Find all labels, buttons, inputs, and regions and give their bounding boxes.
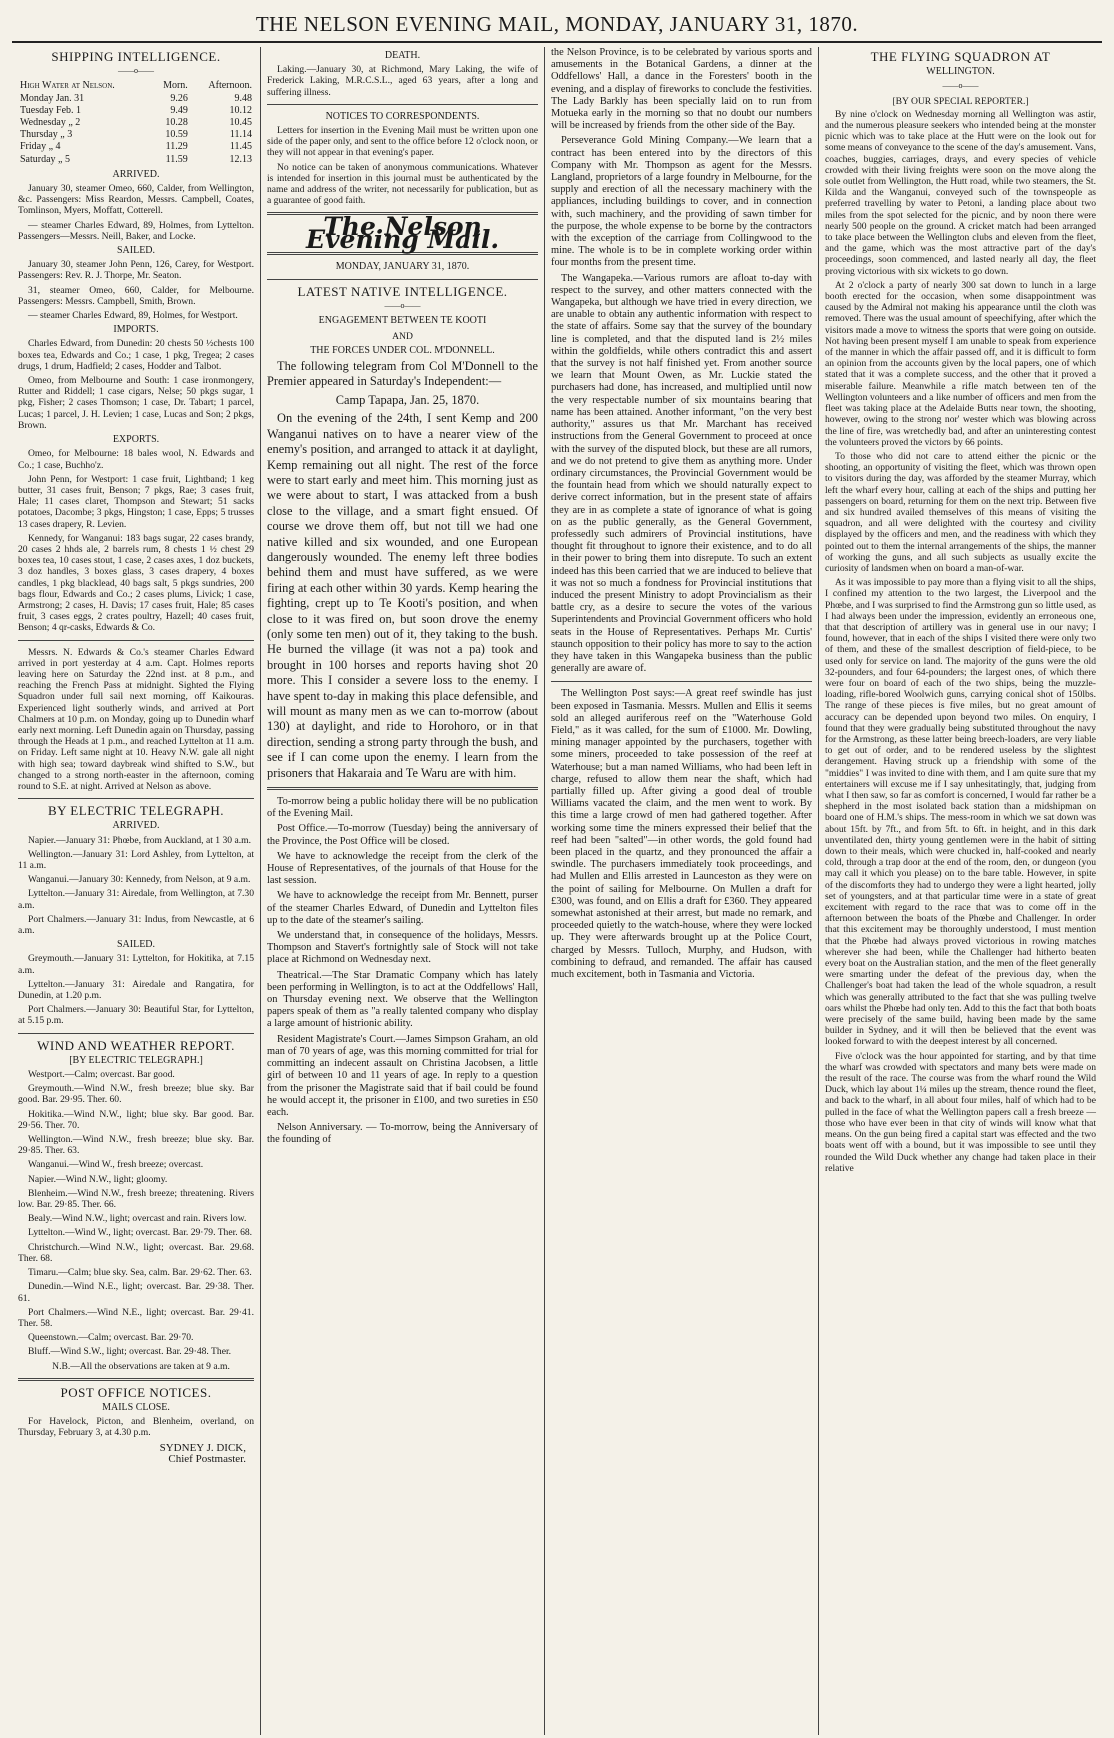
local-paragraph: We understand that, in consequence of the holidays, Messrs. Thompson and Stavert's fortnightly sale of Stock will not take place at Richmond on Wednesday next. — [267, 930, 538, 966]
column-2: DEATH. Laking.—January 30, at Richmond, Mary Laking, the wife of Frederick Laking, M.R.C.S.L., aged 63 years, after a long and suffering illness. NOTICES TO CORRESPONDENTS. Letters for insertion in the Evening Mail must be written upon one side of the paper only, and sent to the office before 12 o'clock noon, or they will not appear in that evening's paper. No notice can be taken of anonymous communications. Whatever is intended for insertion in this journal must be authenticated by the name and address of the writer, not necessarily for publication, but as a guarantee of good faith. The Nelson Evening Mail. MONDAY, JANUARY 31, 1870. LATEST NATIVE INTELLIGENCE. ——o—— ENGAGEMENT BETWEEN TE KOOTI AND THE FORCES UNDER COL. M'DONNELL. The following telegram from Col M'Donnell to the Premier appeared in Saturday's Independent:— Camp Tapapa, Jan. 25, 1870. On the evening of the 24th, I sent Kemp and 200 Wanganui natives on to have a nearer view of the enemy's position, and arranged to attack it at daylight, Kemp remaining out all night. The rest of the force were to start early and meet him. This morning just as we were about to start, I was attacked from a bush close to the village, and a smart fight ensued. Of course we drove them off, but not till we had one native killed and six wounded, and one European dangerously wounded. The enemy left three bodies behind them and must have suffered, as we were firing at each other within 30 yards. Kemp hearing the fighting, crept up to Te Kooti's position, and when close to it was fired on, but soon drove the enemy (only some ten men) out of it, they taking to the bush. He burned the village (it was not a pa) took and brought in 100 horses and reports having shot 20 more. This I consider a severe loss to the enemy. I have spent to-day in making this place defensible, and will mount as many men as we can to-morrow (about 130) at daylight, and ride to Horohoro, or in that direction, sending a strong party through the bush, and see if I can come upon the enemy. I learn from the prisoners that Hakaraia and Te Waru are with him. To-morrow being a public holiday there will be no publication of the Evening Mail. Post Office.—To-morrow (Tuesday) being the anniversary of the Province, the Post Office will be closed. We have to acknowledge the receipt from the clerk of the House of Representatives, of the journals of that House for the last session. We have to acknowledge the receipt from Mr. Bennett, purser of the steamer Charles Edward, of Dunedin and Lyttelton files up to the date of the steamer's sailing. We understand that, in consequence of the holidays, Messrs. Thompson and Stavert's fortnightly sale of Stock will not take place at Richmond on Wednesday next. Theatrical.—The Star Dramatic Company which has lately been performing in Wellington, is to act at the Oddfellows' Hall, on Thursday evening next. We observe that the Wellington papers speak of them as "a really talented company who display a large amount of histrionic ability. Resident Magistrate's Court.—James Simpson Graham, an old man of 70 years of age, was this morning committed for trial for committing an indecent assault on Christina Jacobsen, a little girl of between 10 and 11 years of age. In reply to a question from the prisoner the Magistrate said that if bail could be found he would accept it, the prisoner in £100, and two sureties in £50 each. Nelson Anniversary. — To-morrow, being the Anniversary of the founding of — [260, 47, 544, 1735]
post-office-heading: POST OFFICE NOTICES. — [60, 1384, 212, 1400]
tide-header-row: High Water at Nelson. Morn. Afternoon. — [20, 80, 252, 92]
telegraph-arrived-entry: Lyttelton.—January 31: Airedale, from Wellington, at 7.30 a.m. — [18, 888, 254, 911]
native-intro: The following telegram from Col M'Donnell to the Premier appeared in Saturday's Independent:— — [267, 359, 538, 389]
squadron-paragraph: By nine o'clock on Wednesday morning all Wellington was astir, and the numerous pleasure seekers who intended being at the monster picnic which was to take place at the Hutt were on the look out for some means of conveyance to the scene of the day's amusement. Vans, coaches, buggies, carriages, drays, and every species of vehicle crowded with their living freights were soon on the move along the sole outlet from Wellington, the Hutt road, while two steamers, the St. Kilda and the Wanganui, conveyed such of the townspeople as preferred travelling by water to Petoni, a landing place about two miles from the spot selected for the picnic, and by noon there were nearly 500 people on the ground. A cricket match had been arranged to take place between the Wellington clubs and eleven from the fleet, and the game, which was the most attractive part of the day's proceedings, soon commenced, and lasted nearly all day, the fleet proving victorious with six wickets to go down. — [825, 108, 1096, 277]
paper-title: The Nelson Evening Mail. — [305, 212, 500, 254]
telegraph-arrived-entry: Wellington.—January 31: Lord Ashley, from Lyttelton, at 11 a.m. — [18, 848, 254, 871]
divider — [18, 1378, 254, 1381]
local-paragraph: We have to acknowledge the receipt from Mr. Bennett, purser of the steamer Charles Edward, of Dunedin and Lyttelton files up to the date of the steamer's sailing. — [267, 890, 538, 926]
masthead: THE NELSON EVENING MAIL, MONDAY, JANUARY 31, 1870. — [12, 10, 1102, 43]
weather-note: N.B.—All the observations are taken at 9 a.m. — [52, 1360, 230, 1372]
post-office-signature: SYDNEY J. DICK, — [159, 1441, 246, 1454]
weather-byline: [BY ELECTRIC TELEGRAPH.] — [69, 1054, 203, 1066]
post-office-sub: MAILS CLOSE. — [102, 1401, 170, 1413]
article-paragraph: The Wellington Post says:—A great reef swindle has just been exposed in Tasmania. Messrs. Mullen and Ellis it seems sold an alleged auriferous reef on the "Waterhouse Gold Field," as it was called, for the sum of £1000. Mr. Dowling, mining manager appointed by the purchasers, together with some miners, proceeded to take possession of the reef at Waterhouse; but a man named Williams, who had been left in charge, refused to allow them near the shaft, which had partially filled up. After giving a good deal of trouble Williams vacated the claim, and the men went to work. By this time a large crowd of men had gathered together. After working some time the miners expressed their belief that the reef had been "salted"—in other words, the gold found had been placed in the quartz, and they pronounced the affair a swindle. The purchasers immediately took proceedings, and had Mullen and Ellis arrested in Launceston as they were on the point of sailing for Melbourne. On Mullen a draft for £300, was found, and on Ellis a draft for £360. They appeared somewhat astonished at their arrest, but made no remark, and proceeded quietly to the watch-house, where they were locked up. They were afterwards brought up at the Police Court, charged by Messrs. Tulloch, Murphy, and Hudson, with combining to defraud, and remanded. The affair has caused much excitement, both in Tasmania and Victoria. — [551, 688, 812, 981]
sailed-entry: January 30, steamer John Penn, 126, Carey, for Westport. Passengers: Rev. R. J. Thorpe, Mr. Seaton. — [18, 259, 254, 282]
divider — [267, 104, 538, 105]
local-paragraph: Nelson Anniversary. — To-morrow, being the Anniversary of the founding of — [267, 1122, 538, 1146]
local-paragraph: Post Office.—To-morrow (Tuesday) being the anniversary of the Province, the Post Office will be closed. — [267, 823, 538, 847]
sailed-entry: 31, steamer Omeo, 660, Calder, for Melbourne. Passengers: Messrs. Campbell, Smith, Brown. — [18, 284, 254, 307]
notice-paragraph: No notice can be taken of anonymous communications. Whatever is intended for insertion in this journal must be authenticated by the name and address of the writer, not necessarily for publication, but as a guarantee of good faith. — [267, 161, 538, 207]
telegraph-arrived-heading: ARRIVED. — [112, 820, 160, 832]
exports-heading: EXPORTS. — [112, 434, 160, 446]
squadron-paragraph: At 2 o'clock a party of nearly 300 sat down to lunch in a large booth erected for the occasion, when some disappointment was caused by the Admiral not making his appearance until the cloth was removed. There was the usual amount of speechifying, after which the visitors made a move to witness the sports that were going on outside. Not having been present myself I am unable to speak from experience of the manner in which the affair passed off, and it is difficult to form an opinion from the accounts given by the local papers, one of which stated that it was a complete success, and the other that it proved a miserable failure. Meanwhile a rifle match between ten of the Wellington volunteers and a like number of officers and men from the fleet was taking place at the Adelaide Butts near town, the shooting, however, owing to the strong nor' wester which was blowing across the line of fire, was wretchedly bad, and after an uninteresting contest the volunteers proved the victors by 66 points. — [825, 279, 1096, 448]
arrived-entry: — steamer Charles Edward, 89, Holmes, from Lyttelton. Passengers—Messrs. Neill, Baker, and Locke. — [18, 219, 254, 242]
imports-heading: IMPORTS. — [113, 324, 159, 336]
divider — [267, 787, 538, 790]
death-notice: Laking.—January 30, at Richmond, Mary Laking, the wife of Frederick Laking, M.R.C.S.L., aged 63 years, after a long and suffering illness. — [267, 64, 538, 98]
shipping-heading: SHIPPING INTELLIGENCE. — [51, 49, 221, 64]
local-paragraph: We have to acknowledge the receipt from the clerk of the House of Representatives, of the journals of that House for the last session. — [267, 850, 538, 887]
article-paragraph: the Nelson Province, is to be celebrated by various sports and amusements in the Botanical Gardens, a dinner at the Oddfellows' Hall, a dance in the Foresters' booth in the evening, and a display of fireworks to conclude the festivities. The Lady Barkly has been specially laid on to run from Motueka early in the morning so that no doubt our numbers will be increased by friends from the other side of the Bay. — [551, 47, 812, 132]
tide-row: Tuesday Feb. 1 9.49 10.12 — [20, 104, 252, 116]
article-paragraph: Perseverance Gold Mining Company.—We learn that a contract has been entered into by the directors of this Company with Mr. Thompson as agent for the Messrs. Langland, proprietors of a large foundry in Melbourne, for the supply and erection of all the necessary machinery with the appliances, including buildings to cover, and in connection with, such machinery, and the providing of sawn timber for the purpose, the whole expense to be borne by the contractors with the exception of the carriage from Collingwood to the mine. The whole is to be in complete working order within four months from the present time. — [551, 135, 812, 269]
tide-row: Monday Jan. 31 9.26 9.48 — [20, 92, 252, 104]
tide-table — [18, 80, 254, 165]
divider — [551, 681, 812, 682]
telegraph-arrived-entry: Napier.—January 31: Phœbe, from Auckland, at 1 30 a.m. — [28, 834, 252, 846]
weather-entry: Dunedin.—Wind N.E., light; overcast. Bar. 29·38. Ther. 61. — [18, 1281, 254, 1304]
squadron-heading: THE FLYING SQUADRON AT — [870, 49, 1051, 64]
native-sub-and: AND — [392, 330, 413, 342]
tide-row: Friday „ 4 11.29 11.45 — [20, 141, 252, 153]
weather-entry: Greymouth.—Wind N.W., fresh breeze; blue sky. Bar good. Bar. 29·95. Ther. 60. — [18, 1083, 254, 1106]
column-4: THE FLYING SQUADRON AT WELLINGTON. ——o—— [BY OUR SPECIAL REPORTER.] By nine o'clock on Wednesday morning all Wellington was astir, and the numerous pleasure seekers who intended being at the monster picnic which was to take place at the Hutt were on the look out for some means of conveyance to the scene of the day's amusement. Vans, coaches, buggies, carriages, drays, and every species of vehicle crowded with their living freights were soon on the move along the sole outlet from Wellington, the Hutt road, while two steamers, the St. Kilda and the Wanganui, conveyed such of the townspeople as preferred travelling by water to Petoni, a landing place about two miles from the spot selected for the picnic, and by noon there were nearly 500 people on the ground. A cricket match had been arranged to take place between the Wellington clubs and eleven from the fleet, and the game, which was the most attractive part of the day's proceedings, soon commenced, and lasted nearly all day, the fleet proving victorious with six wickets to go down. At 2 o'clock a party of nearly 300 sat down to lunch in a large booth erected for the occasion, when some disappointment was caused by the Admiral not making his appearance until the cloth was removed. There was the usual amount of speechifying, after which the visitors made a move to witness the sports that were going on outside. Not having been present myself I am unable to speak from experience of the manner in which the affair passed off, and it is difficult to form an opinion from the accounts given by the local papers, one of which stated that it was a complete success, and the other that it proved a miserable failure. Meanwhile a rifle match between ten of the Wellington volunteers and a like number of officers and men from the fleet was taking place at the Adelaide Butts near town, the shooting, however, owing to the strong nor' wester which was blowing across the line of fire, was wretchedly bad, and after an uninteresting contest the volunteers proved the victors by 66 points. To those who did not care to attend either the picnic or the shooting, an opportunity of visiting the fleet, which was thrown open to visitors during the day, was afforded by the steamer Murray, which left the wharf every hour, calling at each of the ships and putting her passengers on board, returning for them on the next trip. Between five and six hundred availed themselves of this means of visiting the squadron, and all were delighted with the courtesy and civility displayed by the officers and men, and the readiness with which they pointed out to them the internal arrangements of the ships, the manner of working the guns, and all such subjects as usually excite the curiosity of landsmen when on board a man-of-war. As it was impossible to pay more than a flying visit to all the ships, I confined my attention to the two largest, the Liverpool and the Phœbe, and I was surprised to find the Armstrong gun so little used, as I had always been under the impression, evidently an erroneous one, that that description of artillery was in general use in our navy; I found, however, that in each of the ships I visited there were only two of them, and these of the smallest description of field-piece, to be used only for service on land. The majority of the guns were the old 32-pounders, and four 64-pounders; the largest ones, of which there were four on board of each of the two ships, being the muzzle-loading, rifle-bored Woolwich guns, carrying conical shot of 150lbs. The range of these pieces is five miles, but no great amount of accuracy can be depended upon beyond two miles. On enquiry, I found that they were gradually being substituted throughout the navy for the Armstrong, as these latter being breech-loaders, are very liable to get out of order, and to be rendered useless by the slightest derangement. Having struck up a friendship with some of the "middies" I was invited to dine with them, and I am quite sure that my entertainers will excuse me if I say unhesitatingly, that, judging from what I then saw, so far as comfort is concerned, I would far rather be a shepherd in the most isolated back station than a midshipman on board one of H.M.'s ships. The mess-room in which we sat down was about 15ft. by 7ft., and from 5ft. to 6ft. in height, and in this dark unventilated den, thirty young gentlemen were in the habit of sitting down to their meals, which were chucked in, half-cooked and nearly cold, through a trap door at the end of the room, den, or dungeon (you may call it which you please) on to the bare table. However, in spite of the discomforts they had to undergo they were a light hearted, jolly set of youngsters, and at that particular time were in a state of great excitement with regard to the race that was to come off in the afternoon between the boats of the Phœbe and Challenger. In order that this excitement may be thoroughly understood, I must mention that the Phœbe had always proved victorious in rowing matches wherever she had been, while the Challenger had hitherto beaten every boat on the Australian station, and the men of the fleet generally were smarting under the defeat of the previous day, when the Challenger's boat had taken the lead of the whole squadron, a result which was generally attributed to the fact that she was pulling twelve oars whilst the Phœbe had only ten. Add to this the fact that both boats were precisely of the same build, having been made by the same builder in Sydney, and it will then be believed that the event was looked forward to with the deepest interest by all concerned. Five o'clock was the hour appointed for starting, and by that time the wharf was crowded with spectators and many bets were made on the result of the race. The course was from the wharf round the Wild Duck, which lay about 1¼ miles up the stream, thence round the fleet, and back to the wharf, in all about four miles, half of which had to be pulled in the face of what the Wellington papers call a fresh breeze —those who have ever been in that city of winds will know what that means. On the gun being fired a capital start was effected and the two boats went off with a bound, but it was impossible to see until they rounded the Wild Duck whether any change had taken place in their relative — [818, 47, 1102, 1735]
sailed-entry: — steamer Charles Edward, 89, Holmes, for Westport. — [28, 310, 238, 322]
squadron-byline: [BY OUR SPECIAL REPORTER.] — [892, 95, 1029, 107]
telegraph-heading: BY ELECTRIC TELEGRAPH. — [47, 803, 225, 819]
native-dateline: Camp Tapapa, Jan. 25, 1870. — [335, 392, 480, 407]
native-heading: LATEST NATIVE INTELLIGENCE. — [297, 284, 508, 300]
exports-entry: Kennedy, for Wanganui: 183 bags sugar, 22 cases brandy, 20 cases 2 hhds ale, 2 barrels rum, 8 chests 1 ½ chest 29 boxes tea, 10 cases stout, 1 case, 2 cases axes, 1 doz buckets, 3 doz handles, 3 boxes glass, 3 cases drapery, 4 boxes candles, 1 pkg blacklead, 40 bags salt, 5 pkgs sundries, 200 bags flour, Edwards and Co.; 2 cases plums, Livick; 1 case, Armstrong; 2 cases, H. Davis; 17 cases fruit, Hale; 85 cases fruit, 3 cases eggs, 2 crates poultry, Hazell; 40 cases fruit, Benson; 4 qr-casks, Edwards & Co. — [18, 532, 254, 634]
shipping-note: Messrs. N. Edwards & Co.'s steamer Charles Edward arrived in port yesterday at 4 a.m. Capt. Holmes reports leaving here on Saturday the 22nd inst. at 8 p.m., and reaching the French Pass at midnight. Sighted the Flying Squadron under full sail next morning, off Kaikouras. Experienced light southerly winds, and arrived at Port Chalmers at 10 p.m. on Monday, going up to Dunedin wharf early next morning. Left Dunedin again on Thursday, passing through the Heads at 1 p.m., and reached Lyttelton at 11 a.m. on Friday. Left same night at 10. Heavy N.W. gale all night with high sea; toward daybreak wind shifted to S.W., but changed to a strong north-easter in the afternoon, coming round to S.E. at night. Arrived at Nelson as above. — [18, 646, 254, 792]
squadron-paragraph: As it was impossible to pay more than a flying visit to all the ships, I confined my attention to the two largest, the Liverpool and the Phœbe, and I was surprised to find the Armstrong gun so little used, as I had always been under the impression, evidently an erroneous one, that that description of artillery was in general use in our navy; I found, however, that in each of the ships I visited there were only two of them, and these of the smallest description of field-piece, to be used only for service on land. The majority of the guns were the old 32-pounders, and four 64-pounders; the largest ones, of which there were four on board of each of the two ships, being the muzzle-loading, rifle-bored Woolwich guns, carrying conical shot of 150lbs. The range of these pieces is five miles, but no great amount of accuracy can be depended upon beyond two miles. On enquiry, I found that they were gradually being substituted throughout the navy for the Armstrong, as these latter being breech-loaders, are very liable to get out of order, and to be rendered useless by the slightest derangement. Having struck up a friendship with some of the "middies" I was invited to dine with them, and I am quite sure that my entertainers will excuse me if I say unhesitatingly, that, judging from what I then saw, so far as comfort is concerned, I would far rather be a shepherd in the most isolated back station than a midshipman on board one of H.M.'s ships. The mess-room in which we sat down was about 15ft. by 7ft., and from 5ft. to 6ft. in height, and in this dark unventilated den, thirty young gentlemen were in the habit of sitting down to their meals, which were chucked in, half-cooked and nearly cold, through a trap door at the end of the room, den, or dungeon (you may call it which you please) on to the bare table. However, in spite of the discomforts they had to undergo they were a light hearted, jolly set of youngsters, and at that particular time were in a state of great excitement with regard to the race that was to come off in the afternoon between the boats of the Phœbe and Challenger. In order that this excitement may be thoroughly understood, I must mention that the Phœbe had always proved victorious in rowing matches wherever she had been, while the Challenger had hitherto beaten every boat on the Australian station, and the men of the fleet generally were smarting under the defeat of the previous day, when the Challenger's boat had taken the lead of the whole squadron, a result which was generally attributed to the fact that she was pulling twelve oars whilst the Phœbe had only ten. Add to this the fact that both boats were precisely of the same build, having been made by the same builder in Sydney, and it will then be believed that the event was looked forward to with the deepest interest by all concerned. — [825, 577, 1096, 1048]
weather-entry: Lyttelton.—Wind W., light; overcast. Bar. 29·79. Ther. 68. — [28, 1227, 253, 1239]
native-sub: ENGAGEMENT BETWEEN TE KOOTI — [318, 315, 487, 327]
notice-paragraph: Letters for insertion in the Evening Mail must be written upon one side of the paper only, and sent to the office before 12 o'clock noon, or they will not appear in that evening's paper. — [267, 125, 538, 159]
weather-entry: Queenstown.—Calm; overcast. Bar. 29·70. — [28, 1332, 194, 1344]
weather-entry: Christchurch.—Wind N.W., light; overcast. Bar. 29.68. Ther. 68. — [18, 1241, 254, 1264]
exports-entry: Omeo, for Melbourne: 18 bales wool, N. Edwards and Co.; 1 case, Buchho'z. — [18, 448, 254, 471]
tide-row: Saturday „ 5 11.59 12.13 — [20, 153, 252, 165]
tide-row: Wednesday „ 2 10.28 10.45 — [20, 117, 252, 129]
telegraph-arrived-entry: Port Chalmers.—January 31: Indus, from Newcastle, at 6 a.m. — [18, 913, 254, 937]
imports-entry: Charles Edward, from Dunedin: 20 chests 50 ½chests 100 boxes tea, Edwards and Co.; 1 case, 1 pkg, Tregea; 2 cases drugs, 1 drum, Hadfield; 2 cases, Hodder and Talbot. — [18, 338, 254, 372]
column-3 — [544, 47, 818, 1735]
squadron-heading-2: WELLINGTON. — [926, 66, 995, 78]
imports-entry: Omeo, from Melbourne and South: 1 case ironmongery, Rutter and Riddell; 1 case cigars, Nelse; 50 pkgs sugar, 1 pkg, Fisher; 2 cases Thomson; 1 case, Dr. Tabart; 1 parcel, Lucas; 1 parcel, J. H. Levien; 1 case, Lucas and Son; 2 pkgs, Brown. — [18, 375, 254, 431]
paper-date: MONDAY, JANUARY 31, 1870. — [335, 260, 470, 272]
weather-entry: Bluff.—Wind S.W., light; overcast. Bar. 29·48. Ther. — [28, 1346, 232, 1358]
local-paragraph: Theatrical.—The Star Dramatic Company which has lately been performing in Wellington, is to act at the Oddfellows' Hall, on Thursday evening next. We observe that the Wellington papers speak of them as "a really talented company who display a large amount of histrionic ability. — [267, 969, 538, 1030]
tide-row: Thursday „ 3 10.59 11.14 — [20, 129, 252, 141]
weather-entry: Wanganui.—Wind W., fresh breeze; overcast. — [28, 1159, 204, 1171]
weather-entry: Westport.—Calm; overcast. Bar good. — [28, 1069, 175, 1081]
columns — [12, 47, 1102, 1735]
arrived-heading: ARRIVED. — [112, 168, 160, 180]
weather-entry: Bealy.—Wind N.W., light; overcast and rain. Rivers low. — [28, 1213, 247, 1225]
telegraph-arrived-entry: Wanganui.—January 30: Kennedy, from Nelson, at 9 a.m. — [28, 874, 251, 886]
native-sub: THE FORCES UNDER COL. M'DONNELL. — [310, 344, 495, 356]
local-paragraph: To-morrow being a public holiday there will be no publication of the Evening Mail. — [267, 796, 538, 820]
arrived-entry: January 30, steamer Omeo, 660, Calder, from Wellington, &c. Passengers: Miss Reardon, Messrs. Campbell, Coates, Tomlinson, Myers, Moffatt, Cotterell. — [18, 183, 254, 217]
post-office-text: For Havelock, Picton, and Blenheim, overland, on Thursday, February 3, at 4.30 p.m. — [18, 1416, 254, 1439]
divider — [18, 798, 254, 799]
weather-entry: Wellington.—Wind N.W., fresh breeze; blue sky. Bar. 29·85. Ther. 63. — [18, 1134, 254, 1157]
divider — [18, 1033, 254, 1034]
telegraph-sailed-entry: Lyttelton.—January 31: Airedale and Rangatira, for Dunedin, at 1.20 p.m. — [18, 978, 254, 1002]
telegraph-sailed-entry: Greymouth.—January 31: Lyttelton, for Hokitika, at 7.15 a.m. — [18, 953, 254, 976]
weather-entry: Napier.—Wind N.W., light; gloomy. — [28, 1173, 168, 1185]
post-office-role: Chief Postmaster. — [168, 1452, 246, 1465]
squadron-paragraph: To those who did not care to attend either the picnic or the shooting, an opportunity of visiting the fleet, which was thrown open to visitors during the day, was afforded by the steamer Murray, which left the wharf every hour, calling at each of the ships and putting her passengers on board, returning for them on the next trip. Between five and six hundred availed themselves of this means of visiting the squadron, and all were delighted with the courtesy and civility displayed by the officers and men, and the readiness with which they pointed out to them the internal arrangements of the ships, the manner of working the guns, and all such subjects as usually excite the curiosity of landsmen when on board a man-of-war. — [825, 450, 1096, 574]
column-1: SHIPPING INTELLIGENCE. ——o—— High Water at Nelson. Morn. Afternoon. Monday Jan. 31 9.26 9.48 Tuesday Feb. 1 9.49 10.12 Wednesday „ 2 10.28 10.45 Thursday „ 3 10.59 11.14 Friday „ 4 11.29 11.45 Saturday „ 5 11.59 12.13 ARRIVED. January 30, steamer Omeo, 660, Calder, from Wellington, &c. Passengers: Miss Reardon, Messrs. Campbell, Coates, Tomlinson, Myers, Moffatt, Cotterell. — steamer Charles Edward, 89, Holmes, from Lyttelton. Passengers—Messrs. Neill, Baker, and Locke. SAILED. January 30, steamer John Penn, 126, Carey, for Westport. Passengers: Rev. R. J. Thorpe, Mr. Seaton. 31, steamer Omeo, 660, Calder, for Melbourne. Passengers: Messrs. Campbell, Smith, Brown. — steamer Charles Edward, 89, Holmes, for Westport. IMPORTS. Charles Edward, from Dunedin: 20 chests 50 ½chests 100 boxes tea, Edwards and Co.; 1 case, 1 pkg, Tregea; 2 cases drugs, 1 drum, Hadfield; 2 cases, Hodder and Talbot. Omeo, from Melbourne and South: 1 case ironmongery, Rutter and Riddell; 1 case cigars, Nelse; 50 pkgs sugar, 1 pkg, Fisher; 2 cases Thomson; 1 case, Dr. Tabart; 1 parcel, Lucas; 1 parcel, J. H. Levien; 1 case, Lucas and Son; 2 pkgs, Brown. EXPORTS. Omeo, for Melbourne: 18 bales wool, N. Edwards and Co.; 1 case, Buchho'z. John Penn, for Westport: 1 case fruit, Lightband; 1 keg butter, 31 cases fruit, Benson; 7 pkgs, Rae; 3 cases fruit, Hale; 11 cases claret, Thompson and Stewart; 51 sacks potatoes, Dacombe; 3 pkgs, Hingston; 1 case, Epps; 5 trusses 13 cases drapery, R. Levien. Kennedy, for Wanganui: 183 bags sugar, 22 cases brandy, 20 cases 2 hhds ale, 2 barrels rum, 8 chests 1 ½ chest 29 boxes tea, 10 cases stout, 1 case, 2 cases axes, 1 doz buckets, 3 doz handles, 3 boxes glass, 3 cases drapery, 4 boxes candles, 1 pkg blacklead, 40 bags salt, 5 pkgs sundries, 200 bags flour, Edwards and Co.; 2 cases plums, Livick; 1 case, Armstrong; 2 cases, H. Davis; 17 cases fruit, Hale; 85 cases fruit, 3 cases eggs, 2 crates poultry, Hazell; 40 cases fruit, Benson; 4 qr-casks, Edwards & Co. Messrs. N. Edwards & Co.'s steamer Charles Edward arrived in port yesterday at 4 a.m. Capt. Holmes reports leaving here on Saturday the 22nd inst. at 8 p.m., and reaching the French Pass at midnight. Sighted the Flying Squadron under full sail next morning, off Kaikouras. Experienced light southerly winds, and arrived at Port Chalmers at 10 p.m. on Monday, going up to Dunedin wharf early next morning. Left Dunedin again on Thursday, passing through the Heads at 1 p.m., and reached Lyttelton at 11 a.m. on Friday. Left same night at 10. Heavy N.W. gale all night with high sea; toward daybreak wind shifted to S.W., but changed to a strong north-easter in the afternoon, coming round to S.E. at night. Arrived at Nelson as above. BY ELECTRIC TELEGRAPH. ARRIVED. Napier.—January 31: Phœbe, from Auckland, at 1 30 a.m. Wellington.—January 31: Lord Ashley, from Lyttelton, at 11 a.m. Wanganui.—January 30: Kennedy, from Nelson, at 9 a.m. Lyttelton.—January 31: Airedale, from Wellington, at 7.30 a.m. Port Chalmers.—January 31: Indus, from Newcastle, at 6 a.m. SAILED. Greymouth.—January 31: Lyttelton, for Hokitika, at 7.15 a.m. Lyttelton.—January 31: Airedale and Rangatira, for Dunedin, at 1.20 p.m. Port Chalmers.—January 30: Beautiful Star, for Lyttelton, at 5.15 p.m. WIND AND WEATHER REPORT. [BY ELECTRIC TELEGRAPH.] Westport.—Calm; overcast. Bar good. Greymouth.—Wind N.W., fresh breeze; blue sky. Bar good. Bar. 29·95. Ther. 60. Hokitika.—Wind N.W., light; blue sky. Bar good. Bar. 29·56. Ther. 70. Wellington.—Wind N.W., fresh breeze; blue sky. Bar. 29·85. Ther. 63. Wanganui.—Wind W., fresh breeze; overcast. Napier.—Wind N.W., light; gloomy. Blenheim.—Wind N.W., fresh breeze; threatening. Rivers low. Bar. 29·85. Ther. 66. Bealy.—Wind N.W., light; overcast and rain. Rivers low. Lyttelton.—Wind W., light; overcast. Bar. 29·79. Ther. 68. Christchurch.—Wind N.W., light; overcast. Bar. 29.68. Ther. 68. Timaru.—Calm; blue sky. Sea, calm. Bar. 29·62. Ther. 63. Dunedin.—Wind N.E., light; overcast. Bar. 29·38. Ther. 61. Port Chalmers.—Wind N.E., light; overcast. Bar. 29·41. Ther. 58. Queenstown.—Calm; overcast. Bar. 29·70. Bluff.—Wind S.W., light; overcast. Bar. 29·48. Ther. N.B.—All the observations are taken at 9 a.m. POST OFFICE NOTICES. MAILS CLOSE. For Havelock, Picton, and Blenheim, overland, on Thursday, February 3, at 4.30 p.m. SYDNEY J. DICK, Chief Postmaster. — [18, 49, 254, 1465]
divider — [18, 640, 254, 641]
weather-entry: Timaru.—Calm; blue sky. Sea, calm. Bar. 29·62. Ther. 63. — [28, 1267, 252, 1279]
notices-heading: NOTICES TO CORRESPONDENTS. — [325, 110, 480, 122]
weather-entry: Port Chalmers.—Wind N.E., light; overcast. Bar. 29·41. Ther. 58. — [18, 1306, 254, 1329]
telegraph-sailed-entry: Port Chalmers.—January 30: Beautiful Star, for Lyttelton, at 5.15 p.m. — [18, 1004, 254, 1027]
weather-heading: WIND AND WEATHER REPORT. — [37, 1037, 235, 1053]
article-paragraph: The Wangapeka.—Various rumors are afloat to-day with respect to the survey, and other matters connected with the Wangapeka, but although we have tried in every direction, we are unable to obtain any authentic information with respect to the state of affairs. Some say that the survey of the boundary line is completed, and that the disputed land is 2½ miles within the goldfields, while others contradict this and assert that the survey is not half finished yet. From another source we learn that Mount Owen, as Mr. Luckie stated the purchasers had done, has increased, and multiplied until now the very respectable number of six mountains bearing that name has been attained. Another informant, "on the very best authority," assures us that Mr. Marchant has received instructions from the General Government to proceed at once with the survey of the disputed block, but these are all rumors, and we do not pretend to give them as anything more. Under ordinary circumstances, the Provincial Government would be the fountain head from which we should naturally expect to derive correct information, but in the present state of affairs they are in as complete a state of ignorance of what is going on as the public generally, as the General Government, professedly such admirers of Provincial institutions, have thought fit throughout to ignore their existence, and to do all in their power to bring them into disrepute. To such an extent indeed has this been carried that we are induced to believe that it was not so much a fondness for Provincial institutions that induced the present Ministry to adopt Provincialism as their battle cry, as a desire to secure the votes of the various Superintendents and Provincial Government officers who hold seats in the House of Representatives. Perhaps Mr. Curtis' staunch opposition to their policy has more to say to the action they have taken in this Wangapeka business than the public generally are aware of. — [551, 272, 812, 675]
death-heading: DEATH. — [384, 50, 421, 61]
weather-entry: Hokitika.—Wind N.W., light; blue sky. Bar good. Bar. 29·56. Ther. 70. — [18, 1108, 254, 1131]
exports-entry: John Penn, for Westport: 1 case fruit, Lightband; 1 keg butter, 31 cases fruit, Benson; 7 pkgs, Rae; 3 cases fruit, Hale; 11 cases claret, Thompson and Stewart; 51 sacks potatoes, Dacombe; 3 pkgs, Hingston; 1 case, Epps; 5 trusses 13 cases drapery, R. Levien. — [18, 473, 254, 530]
native-body: On the evening of the 24th, I sent Kemp and 200 Wanganui natives on to have a nearer view of the enemy's position, and arranged to attack it at daylight, Kemp remaining out all night. The rest of the force were to start early and meet him. This morning just as we were about to start, I was attacked from a bush close to the village, and a smart fight ensued. Of course we drove them off, but not till we had one native killed and six wounded, and one European dangerously wounded. The enemy left three bodies behind them and must have suffered, as we were firing at each other within 30 yards. Kemp hearing the fighting, crept up to Te Kooti's position, and when close to it was fired on, but soon drove the enemy (only some ten men) out of it, they taking to the bush. He burned the village (it was not a pa) took and brought in 100 horses and reports having shot 20 more. This I consider a severe loss to the enemy. I have spent to-day in making this place defensible, and will mount as many men as we can to-morrow (about 130) at daylight, and ride to Horohoro, or in that direction, sending a strong party through the bush, and see if I can come upon the enemy. I learn from the prisoners that Hakaraia and Te Waru are with him. — [267, 411, 538, 780]
divider — [267, 279, 538, 280]
squadron-paragraph: Five o'clock was the hour appointed for starting, and by that time the wharf was crowded with spectators and many bets were made on the result of the race. The course was from the wharf round the Wild Duck, which lay about 1¼ miles up the stream, thence round the fleet, and back to the wharf, in all about four miles, half of which had to be pulled in the face of what the Wellington papers call a fresh breeze —those who have ever been in that city of winds will know what that means. On the gun being fired a capital start was effected and the two boats went off with a bound, but it was impossible to see until they rounded the Wild Duck whether any change had taken place in their relative — [825, 1050, 1096, 1174]
weather-entry: Blenheim.—Wind N.W., fresh breeze; threatening. Rivers low. Bar. 29·85. Ther. 66. — [18, 1187, 254, 1211]
local-paragraph: Resident Magistrate's Court.—James Simpson Graham, an old man of 70 years of age, was this morning committed for trial for committing an indecent assault on Christina Jacobsen, a little girl of between 10 and 11 years of age. In reply to a question from the prisoner the Magistrate said that if bail could be found he would accept it, the prisoner in £100, and two sureties in £50 each. — [267, 1033, 538, 1118]
sailed-heading: SAILED. — [116, 245, 156, 257]
telegraph-sailed-heading: SAILED. — [116, 939, 156, 951]
